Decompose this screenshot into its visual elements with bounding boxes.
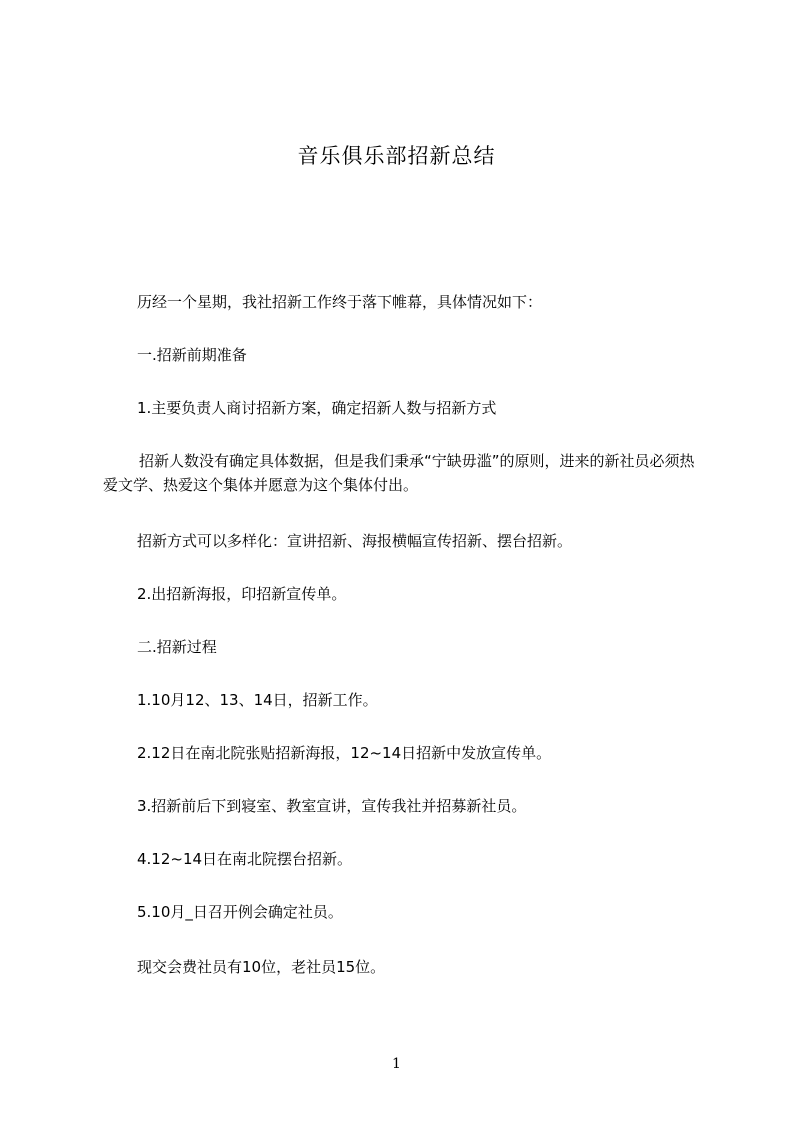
section-heading-preparation: 一.招新前期准备 bbox=[137, 346, 247, 364]
paragraph-item: 5.10月_日召开例会确定社员。 bbox=[137, 903, 343, 921]
paragraph-item: 2.出招新海报，印招新宣传单。 bbox=[137, 585, 347, 603]
document-title: 音乐俱乐部招新总结 bbox=[297, 144, 496, 168]
paragraph-item: 1.10月12、13、14日，招新工作。 bbox=[137, 691, 378, 709]
paragraph-item: 1.主要负责人商讨招新方案，确定招新人数与招新方式 bbox=[137, 399, 497, 417]
paragraph-summary: 现交会费社员有10位，老社员15位。 bbox=[137, 958, 386, 976]
paragraph-item: 3.招新前后下到寝室、教室宣讲，宣传我社并招募新社员。 bbox=[137, 797, 527, 815]
section-heading-process: 二.招新过程 bbox=[137, 638, 217, 656]
paragraph-intro: 历经一个星期，我社招新工作终于落下帷幕，具体情况如下： bbox=[137, 293, 543, 311]
page-number: 1 bbox=[392, 1056, 401, 1072]
paragraph-recruit-count: 招新人数没有确定具体数据，但是我们秉承“宁缺毋滥”的原则，进来的新社员必须热爱文学、热爱这个集体并愿意为这个集体付出。 bbox=[103, 452, 695, 494]
paragraph-recruit-methods: 招新方式可以多样化：宣讲招新、海报横幅宣传招新、摆台招新。 bbox=[137, 532, 573, 550]
paragraph-item: 2.12日在南北院张贴招新海报，12~14日招新中发放宣传单。 bbox=[137, 744, 552, 762]
paragraph-item: 4.12~14日在南北院摆台招新。 bbox=[137, 850, 353, 868]
